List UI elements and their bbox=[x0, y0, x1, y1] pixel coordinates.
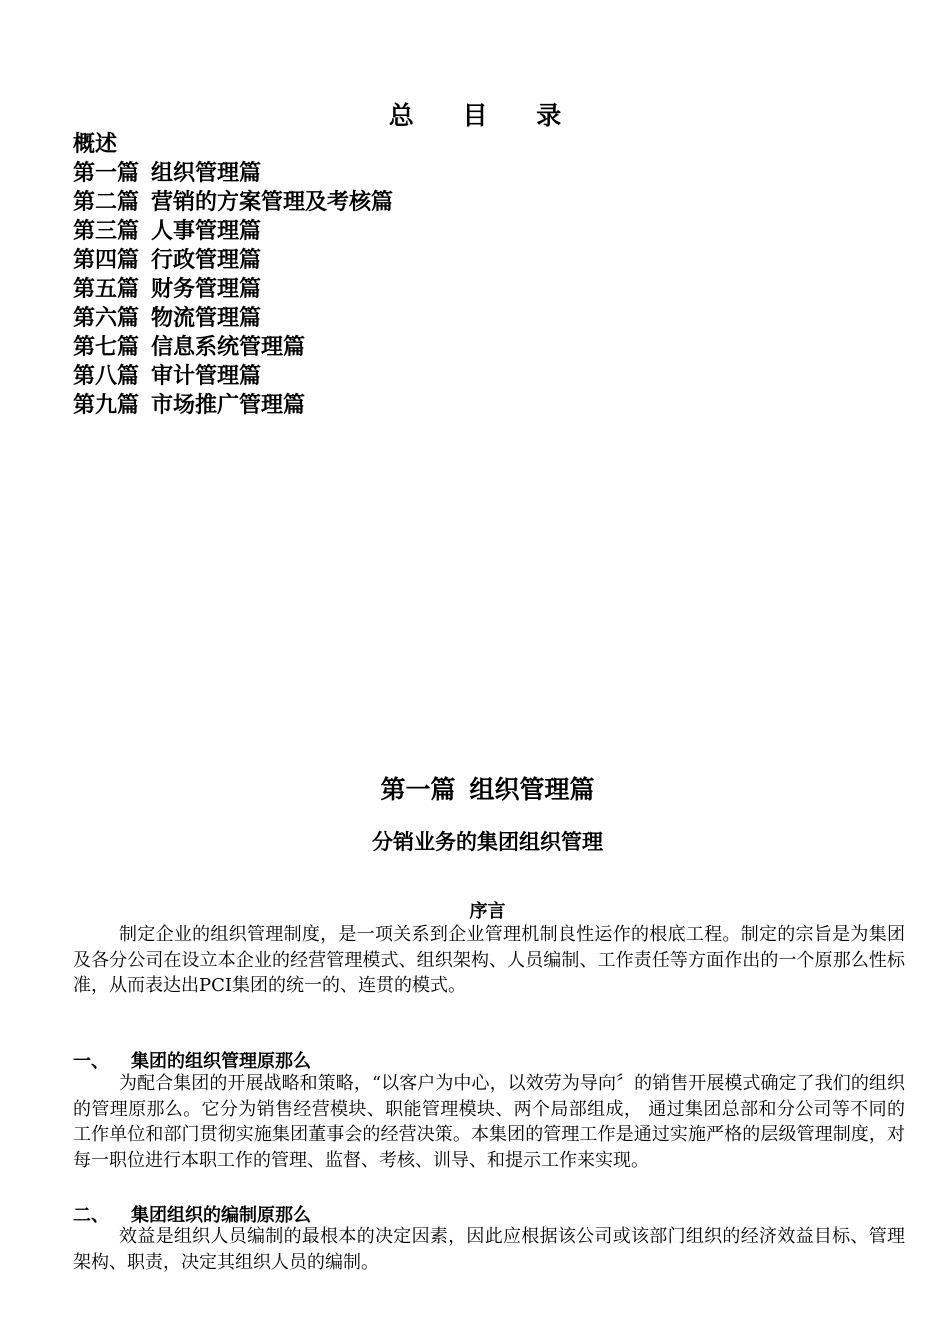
toc-item-name: 行政管理篇 bbox=[151, 248, 262, 273]
toc-item bbox=[73, 304, 393, 333]
toc-item-name: 物流管理篇 bbox=[151, 306, 262, 331]
part-title bbox=[0, 770, 950, 806]
toc-item-name: 审计管理篇 bbox=[151, 364, 262, 389]
toc-item bbox=[73, 188, 393, 217]
toc-item-name: 营销的方案管理及考核篇 bbox=[151, 190, 394, 215]
part-subtitle: 分销业务的集团组织管理 bbox=[372, 830, 603, 854]
toc-item bbox=[73, 130, 393, 159]
toc-item-number: 概述 bbox=[73, 132, 118, 157]
toc-item bbox=[73, 391, 393, 420]
part-name: 组织管理篇 bbox=[469, 775, 595, 804]
toc-list bbox=[73, 130, 393, 420]
toc-item bbox=[73, 275, 393, 304]
toc-item-name: 财务管理篇 bbox=[151, 277, 262, 302]
preface-paragraph: 制定企业的组织管理制度，是一项关系到企业管理机制良性运作的根底工程。制定的宗旨是为集团及各分公司在设立本企业的经营管理模式、组织架构、人员编制、工作责任等方面作出的一个原那么性标准，从而表达出PCI集团的统一的、连贯的模式。 bbox=[73, 924, 905, 996]
toc-item bbox=[73, 333, 393, 362]
toc-item bbox=[73, 217, 393, 246]
toc-item-number: 第二篇 bbox=[73, 190, 140, 215]
toc-title: 总 目 录 bbox=[388, 101, 582, 130]
toc-item bbox=[73, 362, 393, 391]
toc-item-number: 第四篇 bbox=[73, 248, 140, 273]
section-title: 集团的组织管理原那么 bbox=[131, 1051, 311, 1072]
toc-item-name: 市场推广管理篇 bbox=[151, 393, 306, 418]
toc-item-number: 第六篇 bbox=[73, 306, 140, 331]
preface-heading: 序言 bbox=[469, 901, 506, 922]
toc-item bbox=[73, 246, 393, 275]
toc-item-name: 组织管理篇 bbox=[151, 161, 262, 186]
toc-item-number: 第一篇 bbox=[73, 161, 140, 186]
toc-item-number: 第五篇 bbox=[73, 277, 140, 302]
part-number: 第一篇 bbox=[380, 775, 456, 804]
toc-item-number: 第三篇 bbox=[73, 219, 140, 244]
section-paragraph: 为配合集团的开展战略和策略，“以客户为中心，以效劳为导向〞的销售开展模式确定了我们的组织的管理原那么。它分为销售经营模块、职能管理模块、两个局部组成， 通过集团总部和分公司等不同的工作单位和部门贯彻实施集团董事会的经营决策。本集团的管理工作是通过实施严格的层级管理制度，对每一职位进行本职工作的管理、监督、考核、训导、和提示工作来实现。 bbox=[73, 1073, 905, 1171]
section-number: 一、 bbox=[73, 1051, 109, 1072]
toc-item-name: 人事管理篇 bbox=[151, 219, 262, 244]
toc-item-name: 信息系统管理篇 bbox=[151, 335, 306, 360]
toc-item-number: 第八篇 bbox=[73, 364, 140, 389]
toc-item bbox=[73, 159, 393, 188]
toc-item-number: 第七篇 bbox=[73, 335, 140, 360]
toc-item-number: 第九篇 bbox=[73, 393, 140, 418]
section-number: 二、 bbox=[73, 1205, 109, 1226]
section-paragraph: 效益是组织人员编制的最根本的决定因素，因此应根据该公司或该部门组织的经济效益目标、管理架构、职责，决定其组织人员的编制。 bbox=[73, 1226, 905, 1273]
section-title: 集团组织的编制原那么 bbox=[131, 1205, 311, 1226]
section-heading bbox=[73, 1047, 311, 1073]
